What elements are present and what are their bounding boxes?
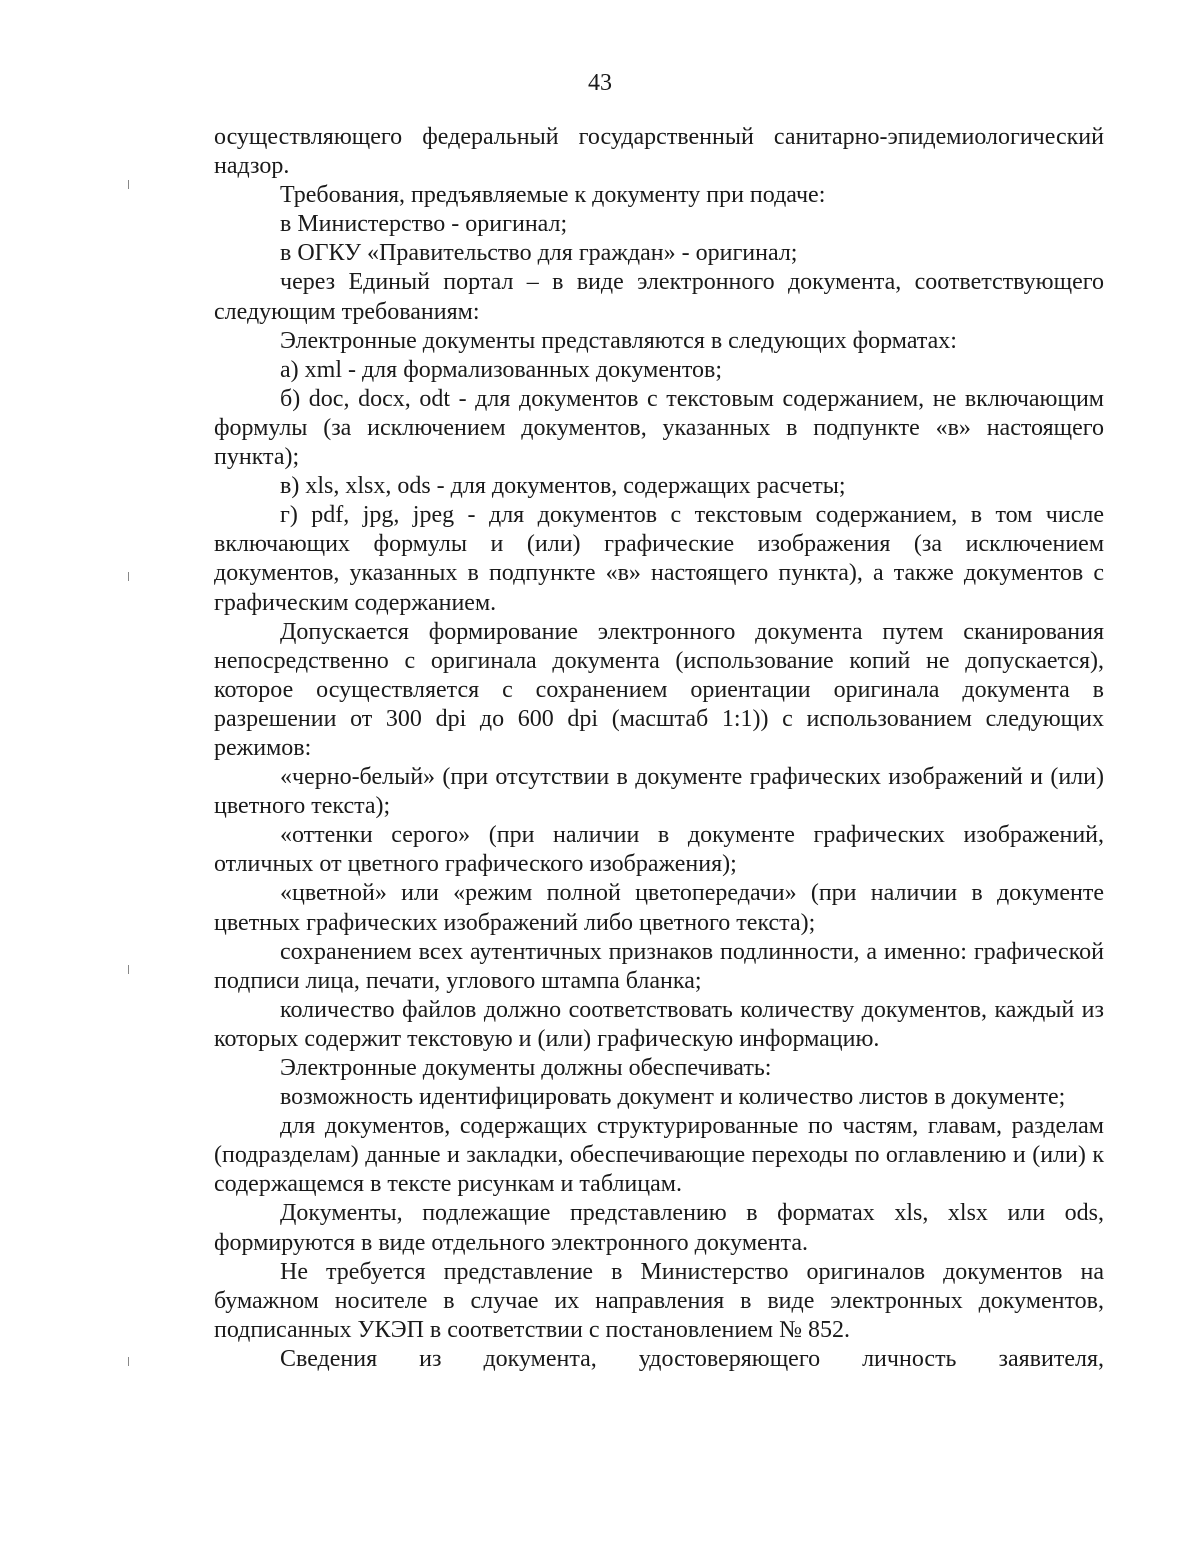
paragraph: в ОГКУ «Правительство для граждан» - оригинал; <box>280 240 798 267</box>
paragraph: Сведения из документа, удостоверяющего личность заявителя, <box>280 1345 1104 1372</box>
paragraph: Требования, предъявляемые к документу при подаче: <box>280 182 826 209</box>
paragraph: а) xml - для формализованных документов; <box>280 356 722 383</box>
paragraph: Электронные документы должны обеспечивать: <box>280 1055 772 1081</box>
page-number: 43 <box>588 70 612 96</box>
paragraph: «цветной» или «режим полной цветопередачи» (при наличии в документе цветных графических изображений либо цветного текста); <box>214 880 1104 936</box>
document-body <box>214 123 1104 1374</box>
paragraph: Документы, подлежащие представлению в форматах xls, xlsx или ods, формируются в виде отдельного электронного документа. <box>214 1200 1104 1256</box>
paragraph: «оттенки серого» (при наличии в документе графических изображений, отличных от цветного графического изображения); <box>214 822 1104 878</box>
margin-mark <box>128 1357 129 1366</box>
paragraph: в Министерство - оригинал; <box>280 211 568 238</box>
paragraph: в) xls, xlsx, ods - для документов, содержащих расчеты; <box>280 473 846 500</box>
paragraph: Электронные документы представляются в следующих форматах: <box>280 327 957 354</box>
margin-mark <box>128 965 129 974</box>
margin-mark <box>128 180 129 189</box>
margin-mark <box>128 572 129 581</box>
paragraph: для документов, содержащих структурированные по частям, главам, разделам (подразделам) данные и закладки, обеспечивающие переходы по оглавлению и (или) к содержащемся в тексте рисункам и таблицам. <box>214 1113 1104 1198</box>
paragraph: возможность идентифицировать документ и количество листов в документе; <box>280 1084 1066 1111</box>
paragraph: Допускается формирование электронного документа путем сканирования непосредственно с оригинала документа (использование копий не допускается), которое осуществляется с сохранением ориентации оригинала документа в разрешении от 300 dpi до 600 dpi (масштаб 1:1)) с использованием следующих режимов: <box>214 618 1104 761</box>
paragraph: «черно-белый» (при отсутствии в документе графических изображений и (или) цветного текста); <box>214 764 1104 820</box>
paragraph: г) pdf, jpg, jpeg - для документов с текстовым содержанием, в том числе включающих формулы и (или) графические изображения (за исключением документов, указанных в подпункте «в» настоящего пункта), а также документов с графическим содержанием. <box>214 502 1104 616</box>
paragraph: количество файлов должно соответствовать количеству документов, каждый из которых содержит текстовую и (или) графическую информацию. <box>214 996 1104 1052</box>
paragraph: б) doc, docx, odt - для документов с текстовым содержанием, не включающим формулы (за исключением документов, указанных в подпункте «в» настоящего пункта); <box>214 385 1104 471</box>
paragraph: Не требуется представление в Министерство оригиналов документов на бумажном носителе в случае их направления в виде электронных документов, подписанных УКЭП в соответствии с постановлением № 852. <box>214 1258 1104 1343</box>
paragraph: сохранением всех аутентичных признаков подлинности, а именно: графической подписи лица, печати, углового штампа бланка; <box>214 938 1104 994</box>
paragraph: осуществляющего федеральный государственный санитарно-эпидемиологический надзор. <box>214 124 1104 180</box>
paragraph: через Единый портал – в виде электронного документа, соответствующего следующим требованиям: <box>214 269 1104 325</box>
